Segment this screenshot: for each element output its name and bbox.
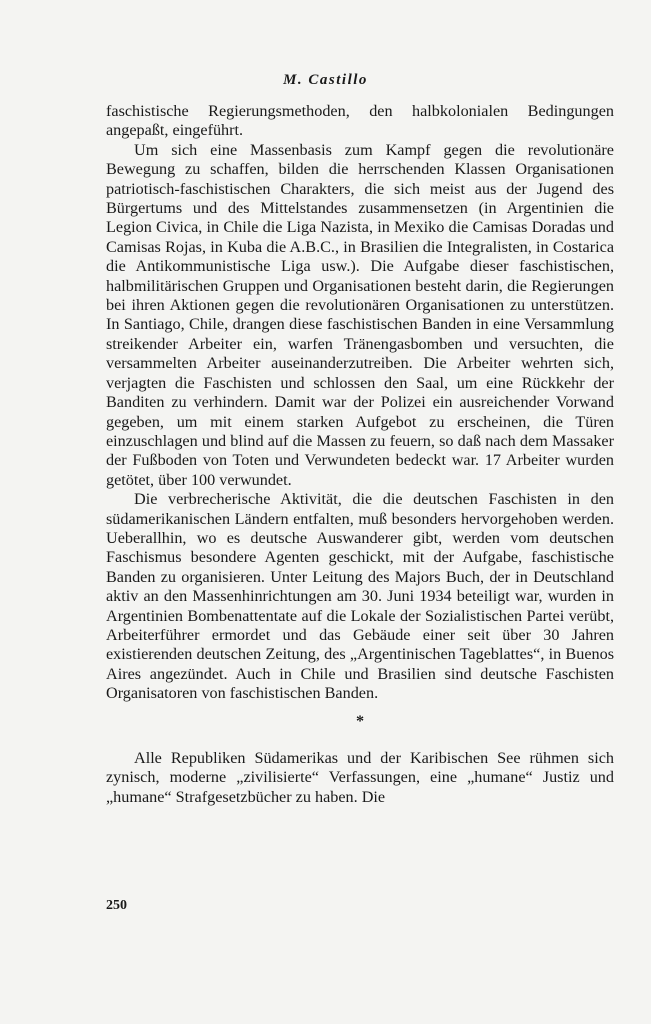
paragraph-continuation: faschistische Regierungsmethoden, den halbkolonialen Bedingungen angepaßt, eingeführt. (106, 102, 614, 140)
body-text (106, 102, 614, 807)
paragraph-organisations: Um sich eine Massenbasis zum Kampf gegen die revolutionäre Bewegung zu schaffen, bilden die herrschenden Klassen Organisationen patriotisch-faschistischen Charakters, die sich meist aus der Jugend des Bürgertums und des Mittelstandes zusammensetzen (in Argentinien die Legion Civica, in Chile die Liga Nazista, in Mexiko die Camisas Doradas und Camisas Rojas, in Kuba die A.B.C., in Brasilien die Integralisten, in Costarica die Antikommunistische Liga usw.). Die Aufgabe dieser faschistischen, halbmilitärischen Gruppen und Organisationen besteht darin, die Regierungen bei ihren Aktionen gegen die revolutionären Organisationen zu unterstützen. In Santiago, Chile, drangen diese faschistischen Banden in eine Versammlung streikender Arbeiter ein, warfen Tränengasbomben und versuchten, die versammelten Arbeiter auseinanderzutreiben. Die Arbeiter wehrten sich, verjagten die Faschisten und schlossen den Saal, um eine Rückkehr der Banditen zu verhindern. Damit war der Polizei ein ausreichender Vorwand gegeben, um mit einem starken Aufgebot zu erscheinen, die Türen einzuschlagen und blind auf die Massen zu feuern, so daß nach dem Massaker der Fußboden von Toten und Verwundeten bedeckt war. 17 Arbeiter wurden getötet, über 100 verwundet. (106, 140, 614, 489)
paragraph-republics: Alle Republiken Südamerikas und der Karibischen See rühmen sich zynisch, moderne „zivilisierte“ Verfassungen, eine „humane“ Justiz und „humane“ Strafgesetzbücher zu haben. Die (106, 749, 614, 806)
paragraph-german-fascists: Die verbrecherische Aktivität, die die deutschen Faschisten in den südamerikanischen Ländern entfalten, muß besonders hervorgehoben werden. Ueberallhin, wo es deutsche Auswanderer gibt, werden vom deutschen Faschismus besondere Agenten geschickt, mit der Aufgabe, faschistische Banden zu organisieren. Unter Leitung des Majors Buch, der in Deutschland aktiv an den Massenhinrichtungen am 30. Juni 1934 beteiligt war, wurden in Argentinien Bombenattentate auf die Lokale der Sozialistischen Partei verübt, Arbeiterführer ermordet und das Gebäude einer seit über 30 Jahren existierenden deutschen Zeitung, des „Argentinischen Tageblattes“, in Buenos Aires angezündet. Auch in Chile und Brasilien sind deutsche Faschisten Organisatoren von faschistischen Banden. (106, 490, 614, 703)
page-number: 250 (106, 898, 127, 913)
running-header: M. Castillo (283, 72, 368, 88)
section-separator: * (355, 711, 365, 730)
